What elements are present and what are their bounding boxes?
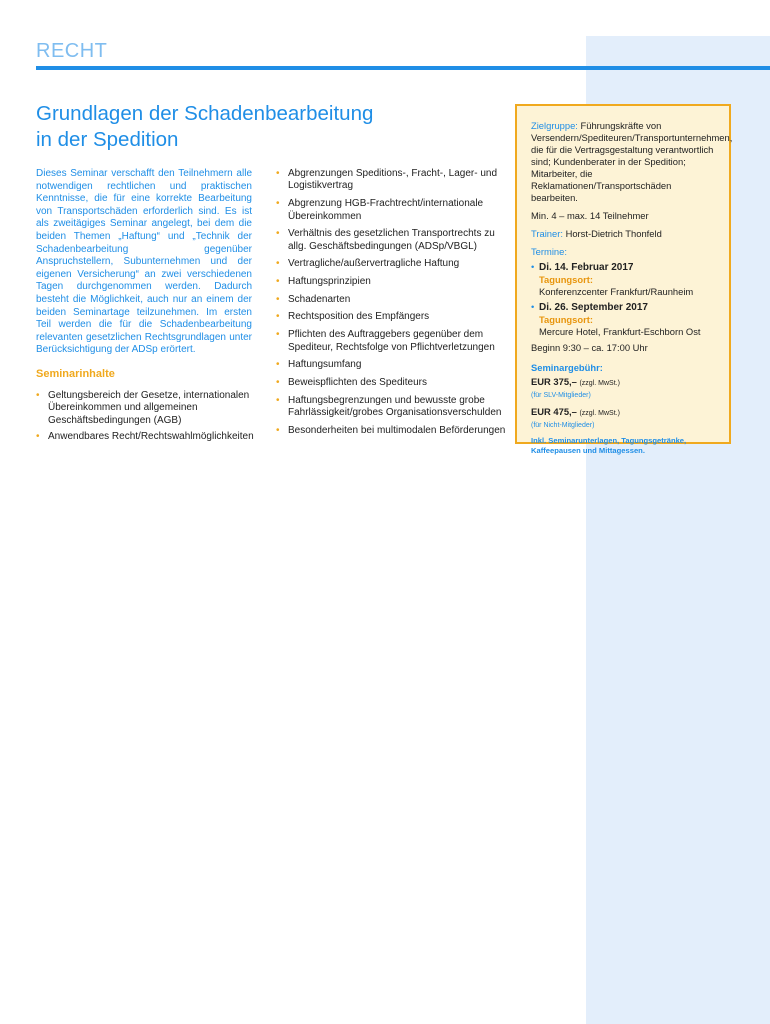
fee-members: EUR 375,– (zzgl. MwSt.) [531, 376, 620, 387]
venue-label: Tagungsort: [539, 274, 593, 285]
bullet-icon: • [276, 311, 280, 323]
bullet-icon: • [276, 258, 280, 270]
bullet-icon: • [36, 431, 40, 443]
target-group-text: Führungskräfte von Versendern/Spediteuren/Transportunternehmen, die für die Vertragsgestaltung verantwortlich sind; Kundenberater in der Spedition; Mitarbeiter, die Reklamationen/Transportschäden bearbeiten. [531, 120, 733, 203]
section-label: RECHT [36, 40, 108, 62]
bullet-icon: • [276, 394, 280, 406]
bullet-icon: • [276, 329, 280, 341]
date: Di. 26. September 2017 [539, 302, 648, 313]
target-group [531, 120, 733, 204]
bullet-icon: • [36, 390, 40, 401]
bullet-icon: • [531, 301, 535, 312]
bullet-icon: • [276, 228, 280, 240]
fee-label: Seminargebühr: [531, 362, 603, 373]
list-item: • Haftungsumfang [276, 359, 362, 371]
list-item: • Vertragliche/außervertragliche Haftung [276, 258, 460, 270]
bullet-icon: • [276, 293, 280, 305]
bullet-icon: • [276, 276, 280, 288]
seminar-contents-heading: Seminarinhalte [36, 368, 115, 380]
time: Beginn 9:30 – ca. 17:00 Uhr [531, 342, 648, 353]
list-item: • Besonderheiten bei multimodalen Beförderungen [276, 424, 506, 436]
date-entry [531, 261, 717, 298]
middle-bullet-list [276, 168, 508, 442]
left-bullet-list [36, 390, 258, 448]
venue: Mercure Hotel, Frankfurt-Eschborn Ost [539, 326, 701, 337]
list-item: • Verhältnis des gesetzlichen Transportrechts zu allg. Geschäftsbedingungen (ADSp/VBGL) [276, 228, 495, 252]
list-item: • Schadenarten [276, 293, 351, 305]
bullet-icon: • [276, 359, 280, 371]
fee-members-note: (für SLV-Mitglieder) [531, 392, 591, 399]
bullet-icon: • [276, 376, 280, 388]
bullet-icon: • [276, 198, 280, 210]
trainer [531, 228, 717, 240]
list-item: • Haftungsbegrenzungen und bewusste grobe Fahrlässigkeit/grobes Organisationsverschulden [276, 394, 502, 419]
list-item: • Beweispflichten des Spediteurs [276, 376, 427, 388]
date: Di. 14. Februar 2017 [539, 262, 634, 273]
header-rule [36, 66, 770, 70]
list-item: • Geltungsbereich der Gesetze, internationalen Übereinkommen und allgemeinen Geschäftsbedingungen (AGB) [36, 390, 250, 426]
title-line-1: Grundlagen der Schadenbearbeitung [36, 102, 374, 125]
list-item: • Pflichten des Auftraggebers gegenüber dem Spediteur, Rechtsfolge von Pflichtverletzungen [276, 329, 495, 353]
list-item: • Rechtsposition des Empfängers [276, 311, 430, 323]
trainer-label: Trainer: [531, 228, 563, 239]
list-item: • Anwendbares Recht/Rechtswahlmöglichkeiten [36, 431, 254, 443]
info-box [515, 104, 733, 455]
intro-paragraph: Dieses Seminar verschafft den Teilnehmern alle notwendigen rechtlichen und praktischen Kenntnisse, die für eine korrekte Bearbeitung von Transportschäden erforderlich sind. Es ist als zweitägiges Seminar angelegt, bei dem die beiden Themen „Haftung“ und „Technik der Schadenbearbeitung gegenüber Anspruchstellern, Subunternehmen und der eigenen Versicherung“ an zwei verschiedenen Tagen durchgenommen werden. Dadurch besteht die Möglichkeit, auch nur an einem der beiden Seminartage teilzunehmen. Im ersten Teil werden die für die Schadenbearbeitung relevanten gesetzlichen Rechtsgrundlagen unter Berücksichtigung der ADSp erörtert. [36, 168, 252, 356]
fee-nonmembers: EUR 475,– (zzgl. MwSt.) [531, 406, 620, 417]
venue: Konferenzcenter Frankfurt/Raunheim [539, 286, 694, 297]
venue-label: Tagungsort: [539, 314, 593, 325]
bullet-icon: • [276, 424, 280, 436]
list-item: • Abgrenzungen Speditions-, Fracht-, Lager- und Logistikvertrag [276, 168, 498, 192]
page-title [36, 101, 476, 153]
date-entry [531, 301, 717, 338]
bullet-icon: • [276, 168, 280, 179]
participants: Min. 4 – max. 14 Teilnehmer [531, 210, 649, 221]
target-group-label: Zielgruppe: [531, 120, 578, 131]
list-item: • Abgrenzung HGB-Frachtrecht/internationale Übereinkommen [276, 198, 484, 222]
trainer-name: Horst-Dietrich Thonfeld [565, 228, 662, 239]
bullet-icon: • [531, 261, 535, 272]
fee-nonmembers-note: (für Nicht-Mitglieder) [531, 422, 595, 429]
list-item: • Haftungsprinzipien [276, 276, 371, 288]
dates-label: Termine: [531, 246, 567, 257]
title-line-2: in der Spedition [36, 128, 179, 151]
inclusions: Inkl. Seminarunterlagen, Tagungsgetränke, Kaffeepausen und Mittagessen. [531, 436, 687, 455]
